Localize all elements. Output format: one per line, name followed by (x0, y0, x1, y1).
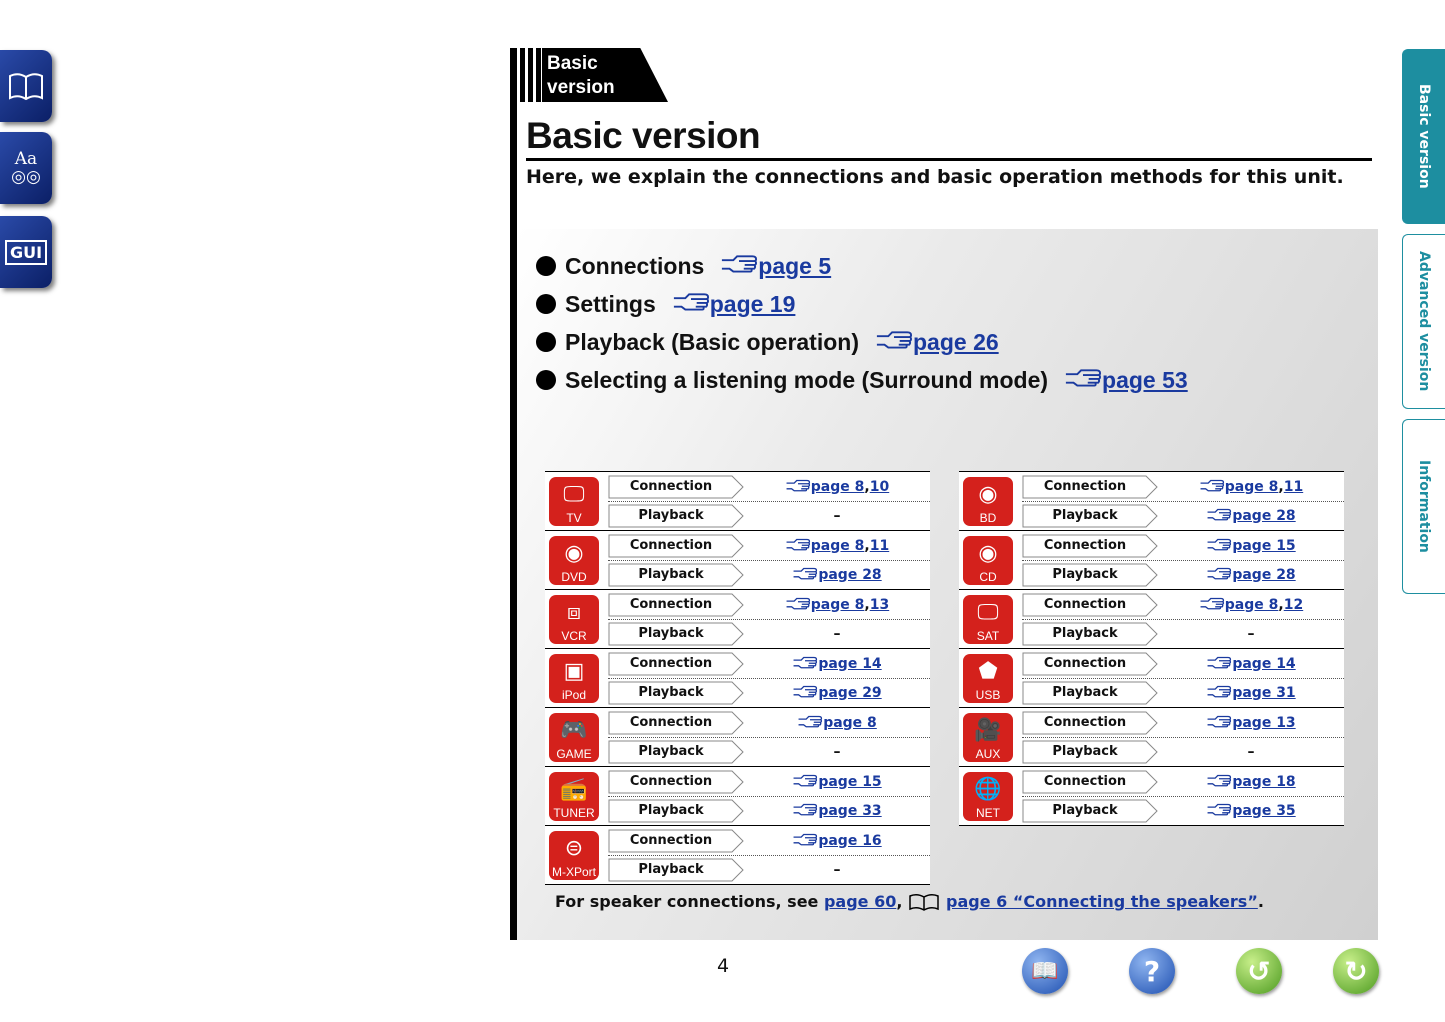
playback-label: Playback (608, 740, 744, 764)
pointing-hand-icon (672, 290, 710, 318)
pointing-hand-icon (1206, 507, 1232, 525)
device-row: 🖵 SAT Connection page 8 , 12 Playback – (959, 589, 1344, 648)
pointing-hand-icon (785, 537, 811, 555)
connection-label: Connection (1022, 770, 1158, 794)
playback-none: – (833, 743, 841, 760)
device-row (545, 648, 930, 707)
playback-none: – (1247, 625, 1255, 642)
topic-label: Settings (565, 290, 656, 317)
device-icon-cd: ◉ CD (963, 536, 1013, 585)
pointing-hand-icon (1206, 684, 1232, 702)
device-icon-ipod: ▣ iPod (549, 654, 599, 703)
connection-page-link[interactable]: page 8 (810, 596, 865, 613)
connection-label: Connection (608, 770, 744, 794)
pointing-hand-icon (792, 773, 818, 791)
page-title: Basic version (526, 114, 1372, 161)
device-row (545, 766, 930, 825)
playback-label: Playback (1022, 681, 1158, 705)
contents-button[interactable] (1022, 948, 1068, 994)
page-6-link[interactable]: page 6 “Connecting the speakers” (946, 892, 1258, 911)
pointing-hand-icon (785, 478, 811, 496)
bullet-dot (536, 256, 556, 276)
playback-label: Playback (1022, 622, 1158, 646)
device-icon-m-xport: ⊜ M-XPort (549, 831, 599, 880)
topic-item (536, 361, 1188, 399)
connection-label: Connection (1022, 475, 1158, 499)
device-icon-game: 🎮 GAME (549, 713, 599, 762)
connection-page-link[interactable]: page 18 (1232, 773, 1296, 790)
playback-label: Playback (608, 799, 744, 823)
pointing-hand-icon (1206, 714, 1232, 732)
bullet-dot (536, 370, 556, 390)
book-icon (6, 66, 46, 106)
playback-label: Playback (1022, 504, 1158, 528)
playback-label: Playback (608, 622, 744, 646)
playback-page-link[interactable]: page 28 (1232, 566, 1296, 583)
playback-none: – (833, 507, 841, 524)
device-icon-sat: 🖵 SAT (963, 595, 1013, 644)
topic-label: Connections (565, 252, 705, 279)
tab-information[interactable]: Information (1402, 419, 1445, 594)
topic-item (536, 285, 1188, 323)
gui-icon: GUI (5, 240, 47, 265)
device-icon-usb: ⬟ USB (963, 654, 1013, 703)
device-table-right (959, 471, 1344, 826)
connection-label: Connection (1022, 593, 1158, 617)
connection-page-link-2[interactable]: 10 (869, 478, 890, 495)
connection-label: Connection (608, 711, 744, 735)
back-button[interactable] (1236, 948, 1282, 994)
connection-page-link[interactable]: page 13 (1232, 714, 1296, 731)
tab-basic-version[interactable]: Basic version (1402, 49, 1445, 224)
topic-list (536, 247, 1188, 399)
help-button[interactable] (1129, 948, 1175, 994)
playback-label: Playback (1022, 799, 1158, 823)
topic-page-link[interactable]: page 53 (1064, 366, 1188, 394)
connection-page-link[interactable]: page 15 (1232, 537, 1296, 554)
connection-page-link[interactable]: page 8 (1224, 478, 1279, 495)
connection-label: Connection (608, 475, 744, 499)
side-nav-book-button[interactable] (0, 50, 52, 122)
device-row (545, 825, 930, 885)
connection-page-link[interactable]: page 16 (818, 832, 882, 849)
playback-label: Playback (608, 681, 744, 705)
playback-none: – (1247, 743, 1255, 760)
section-ribbon: Basic version (520, 48, 668, 102)
device-row (959, 648, 1344, 707)
playback-label: Playback (608, 504, 744, 528)
playback-none: – (833, 625, 841, 642)
pointing-hand-icon (785, 596, 811, 614)
pointing-hand-icon (1206, 773, 1232, 791)
device-row (545, 707, 930, 766)
side-nav-glossary-button[interactable] (0, 132, 52, 204)
playback-page-link[interactable]: page 28 (818, 566, 882, 583)
device-table-left (545, 471, 930, 885)
pointing-hand-icon (792, 566, 818, 584)
connection-page-link[interactable]: page 15 (818, 773, 882, 790)
page-subtitle: Here, we explain the connections and basic operation methods for this unit. (526, 166, 1344, 188)
topic-label: Playback (Basic operation) (565, 328, 859, 355)
connection-label: Connection (608, 593, 744, 617)
device-row (959, 766, 1344, 826)
topic-page-link[interactable]: page 26 (875, 328, 999, 356)
pointing-hand-icon (1064, 366, 1102, 394)
playback-none: – (833, 861, 841, 878)
device-icon-bd: ◉ BD (963, 477, 1013, 526)
playback-label: Playback (608, 563, 744, 587)
device-icon-tuner: 📻 TUNER (549, 772, 599, 821)
pointing-hand-icon (875, 328, 913, 356)
topic-label: Selecting a listening mode (Surround mode) (565, 366, 1049, 393)
pointing-hand-icon (792, 802, 818, 820)
playback-page-link[interactable]: page 28 (1232, 507, 1296, 524)
pointing-hand-icon (797, 714, 823, 732)
pointing-hand-icon (720, 252, 758, 280)
device-icon-aux: 🎥 AUX (963, 713, 1013, 762)
connection-page-link[interactable]: page 8 (810, 478, 865, 495)
pointing-hand-icon (1206, 537, 1232, 555)
pointing-hand-icon (792, 655, 818, 673)
device-icon-vcr: ⧈ VCR (549, 595, 599, 644)
connection-label: Connection (1022, 711, 1158, 735)
device-row (959, 707, 1344, 766)
device-row: 🖵 TV Connection page 8 , 10 Playback – (545, 471, 930, 530)
undo-icon: ↺ (1247, 954, 1271, 988)
playback-page-link[interactable]: page 31 (1232, 684, 1296, 701)
connection-page-link-2[interactable]: 11 (1283, 478, 1304, 495)
topic-item (536, 323, 1188, 361)
tab-advanced-version[interactable]: Advanced version (1402, 234, 1445, 409)
side-nav-gui-button[interactable] (0, 216, 52, 288)
device-icon-net: 🌐 NET (963, 772, 1013, 821)
bullet-dot (536, 332, 556, 352)
speaker-note: For speaker connections, see page 60 , page 6 “Connecting the speakers” . (555, 892, 1264, 911)
forward-button[interactable] (1333, 948, 1379, 994)
topic-item (536, 247, 1188, 285)
connection-label: Connection (608, 652, 744, 676)
playback-page-link[interactable]: page 35 (1232, 802, 1296, 819)
redo-icon: ↻ (1344, 954, 1368, 988)
connection-page-link[interactable]: page 8 (1224, 596, 1279, 613)
playback-page-link[interactable]: page 29 (818, 684, 882, 701)
page-60-link[interactable]: page 60 (823, 892, 897, 911)
connection-label: Connection (1022, 534, 1158, 558)
pointing-hand-icon (1199, 478, 1225, 496)
connection-page-link-2[interactable]: 11 (869, 537, 890, 554)
book-icon: 📖 (1031, 958, 1059, 984)
connection-page-link[interactable]: page 8 (823, 714, 877, 731)
connection-page-link[interactable]: page 14 (1232, 655, 1296, 672)
connection-page-link-2[interactable]: 13 (869, 596, 890, 613)
playback-page-link[interactable]: page 33 (818, 802, 882, 819)
bullet-dot (536, 294, 556, 314)
page-number: 4 (717, 955, 730, 977)
connection-page-link[interactable]: page 14 (818, 655, 882, 672)
connection-label: Connection (1022, 652, 1158, 676)
book-icon (908, 893, 940, 911)
connection-page-link[interactable]: page 8 (810, 537, 865, 554)
connection-label: Connection (608, 829, 744, 853)
playback-label: Playback (1022, 563, 1158, 587)
device-icon-dvd: ◉ DVD (549, 536, 599, 585)
content-left-bar (510, 48, 517, 940)
playback-label: Playback (608, 858, 744, 882)
pointing-hand-icon (1206, 566, 1232, 584)
pointing-hand-icon (1199, 596, 1225, 614)
device-row: ◉ DVD Connection page 8 , 11 Playback page 28 (545, 530, 930, 589)
device-icon-tv: 🖵 TV (549, 477, 599, 526)
pointing-hand-icon (1206, 655, 1232, 673)
topic-page-link[interactable]: page 19 (672, 290, 796, 318)
topic-page-link[interactable]: page 5 (720, 252, 831, 280)
connection-label: Connection (608, 534, 744, 558)
glossary-icon: Aa ◎◎ (11, 149, 41, 187)
connection-page-link-2[interactable]: 12 (1283, 596, 1304, 613)
question-icon: ? (1143, 954, 1161, 988)
pointing-hand-icon (792, 832, 818, 850)
device-row: ⧈ VCR Connection page 8 , 13 Playback – (545, 589, 930, 648)
device-row: ◉ BD Connection page 8 , 11 Playback page 28 (959, 471, 1344, 530)
device-row (959, 530, 1344, 589)
pointing-hand-icon (1206, 802, 1232, 820)
pointing-hand-icon (792, 684, 818, 702)
playback-label: Playback (1022, 740, 1158, 764)
